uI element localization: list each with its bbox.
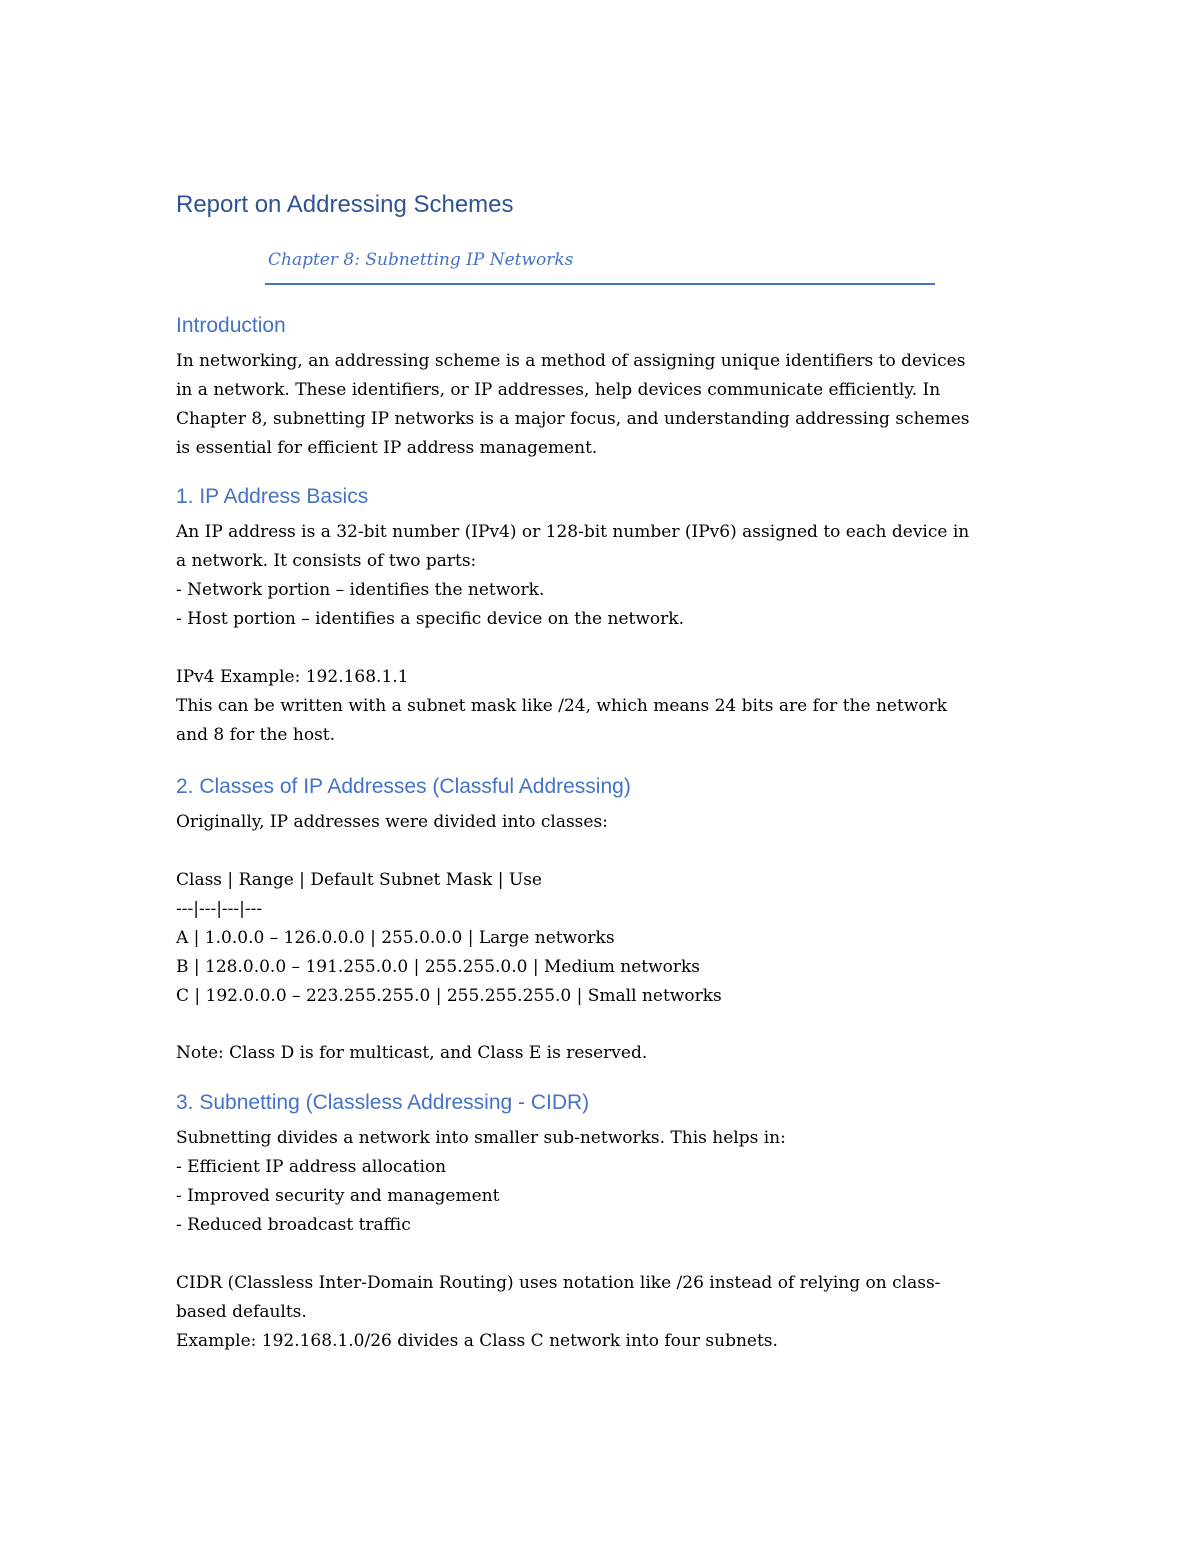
note-line: Note: Class D is for multicast, and Class E is reserved. bbox=[176, 1043, 648, 1063]
section3-heading: 3. Subnetting (Classless Addressing - CIDR) bbox=[176, 1091, 590, 1114]
paragraph-line: is essential for efficient IP address management. bbox=[176, 438, 598, 458]
section2-note bbox=[176, 1039, 1036, 1068]
introduction-paragraph bbox=[176, 347, 1036, 463]
section3-paragraph bbox=[176, 1124, 1036, 1240]
section1-example bbox=[176, 663, 1036, 750]
paragraph-line: Chapter 8, subnetting IP networks is a major focus, and understanding addressing schemes bbox=[176, 409, 970, 429]
section2-intro bbox=[176, 808, 1036, 837]
list-item: - Efficient IP address allocation bbox=[176, 1157, 447, 1177]
paragraph-line: Subnetting divides a network into smaller sub-networks. This helps in: bbox=[176, 1128, 786, 1148]
section2-heading: 2. Classes of IP Addresses (Classful Addressing) bbox=[176, 775, 631, 798]
paragraph-line: CIDR (Classless Inter-Domain Routing) uses notation like /26 instead of relying on class- bbox=[176, 1273, 941, 1293]
chapter-subtitle: Chapter 8: Subnetting IP Networks bbox=[268, 250, 574, 270]
paragraph-line: and 8 for the host. bbox=[176, 725, 336, 745]
list-item: - Reduced broadcast traffic bbox=[176, 1215, 411, 1235]
list-item: - Host portion – identifies a specific device on the network. bbox=[176, 609, 684, 629]
section1-paragraph bbox=[176, 518, 1036, 634]
paragraph-line: in a network. These identifiers, or IP addresses, help devices communicate efficiently. In bbox=[176, 380, 941, 400]
paragraph-line: based defaults. bbox=[176, 1302, 307, 1322]
example-line: IPv4 Example: 192.168.1.1 bbox=[176, 667, 409, 687]
introduction-heading: Introduction bbox=[176, 314, 286, 337]
table-row: ---|---|---|--- bbox=[176, 899, 263, 919]
table-row: Class | Range | Default Subnet Mask | Use bbox=[176, 870, 542, 890]
paragraph-line: An IP address is a 32-bit number (IPv4) or 128-bit number (IPv6) assigned to each device in bbox=[176, 522, 970, 542]
table-row: C | 192.0.0.0 – 223.255.255.0 | 255.255.255.0 | Small networks bbox=[176, 986, 722, 1006]
list-item: - Improved security and management bbox=[176, 1186, 500, 1206]
paragraph-line: This can be written with a subnet mask like /24, which means 24 bits are for the network bbox=[176, 696, 948, 716]
class-table-text bbox=[176, 866, 1036, 1011]
paragraph-line: a network. It consists of two parts: bbox=[176, 551, 477, 571]
section1-heading: 1. IP Address Basics bbox=[176, 485, 369, 508]
paragraph-line: Originally, IP addresses were divided into classes: bbox=[176, 812, 608, 832]
document-title: Report on Addressing Schemes bbox=[176, 191, 514, 218]
example-line: Example: 192.168.1.0/26 divides a Class C network into four subnets. bbox=[176, 1331, 778, 1351]
subtitle-underline bbox=[265, 283, 935, 285]
list-item: - Network portion – identifies the network. bbox=[176, 580, 545, 600]
table-row: B | 128.0.0.0 – 191.255.0.0 | 255.255.0.0 | Medium networks bbox=[176, 957, 701, 977]
paragraph-line: In networking, an addressing scheme is a method of assigning unique identifiers to devices bbox=[176, 351, 966, 371]
cidr-paragraph bbox=[176, 1269, 1036, 1356]
table-row: A | 1.0.0.0 – 126.0.0.0 | 255.0.0.0 | Large networks bbox=[176, 928, 615, 948]
